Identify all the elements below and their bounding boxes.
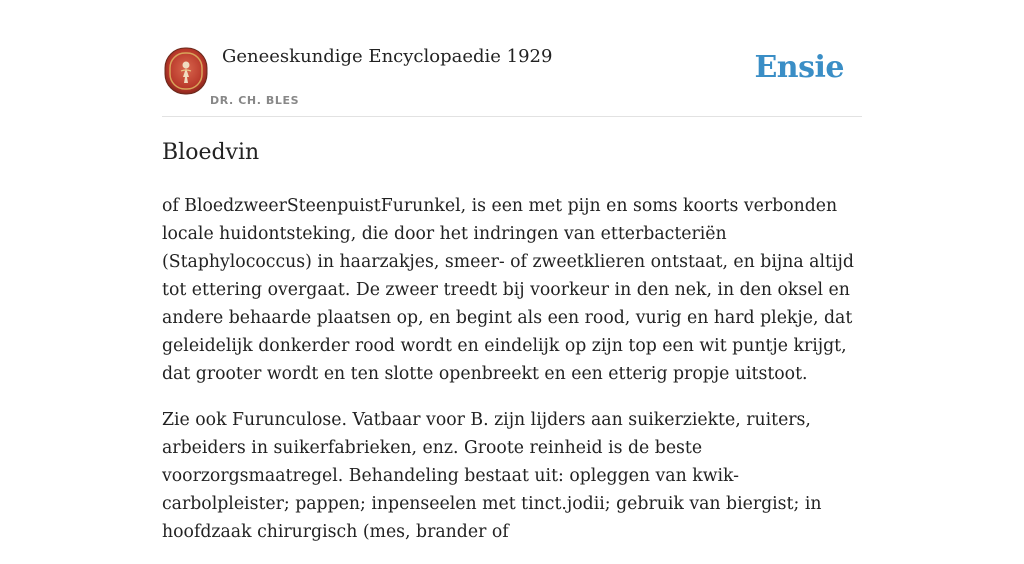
entry-paragraph: Zie ook Furunculose. Vatbaar voor B. zijn lijders aan suikerziekte, ruiters, arbeiders in suikerfabrieken, enz. Groote reinheid is de beste voorzorgsmaatregel. Behandeling bestaat uit: opleggen van kwik-carbolpleister; pappen; inpenseelen met tinct.jodii; gebruik van biergist; in hoofdzaak chirurgisch (mes, brander of — [162, 410, 822, 542]
book-title[interactable]: Geneeskundige Encyclopaedie 1929 — [222, 46, 553, 67]
entry-title: Bloedvin — [162, 140, 260, 165]
entry-paragraph: of BloedzweerSteenpuistFurunkel, is een met pijn en soms koorts verbonden locale huidontsteking, die door het indringen van etterbacteriën (Staphylococcus) in haarzakjes, smeer- of zweetklieren ontstaat, en bijna altijd tot ettering overgaat. De zweer treedt bij voorkeur in den nek, in den oksel en andere behaarde plaatsen op, en begint als een rood, vurig en hard plekje, dat geleidelijk donkerder rood wordt en eindelijk op zijn top een wit puntje krijgt, dat grooter wordt en ten slotte openbreekt en een etterig propje uitstoot. — [162, 196, 854, 384]
book-cover-icon[interactable] — [164, 47, 208, 95]
book-author[interactable]: DR. CH. BLES — [210, 94, 300, 107]
brand-logo[interactable]: Ensie — [754, 50, 844, 85]
page — [162, 0, 862, 542]
entry-body — [162, 192, 862, 564]
header — [162, 0, 862, 117]
